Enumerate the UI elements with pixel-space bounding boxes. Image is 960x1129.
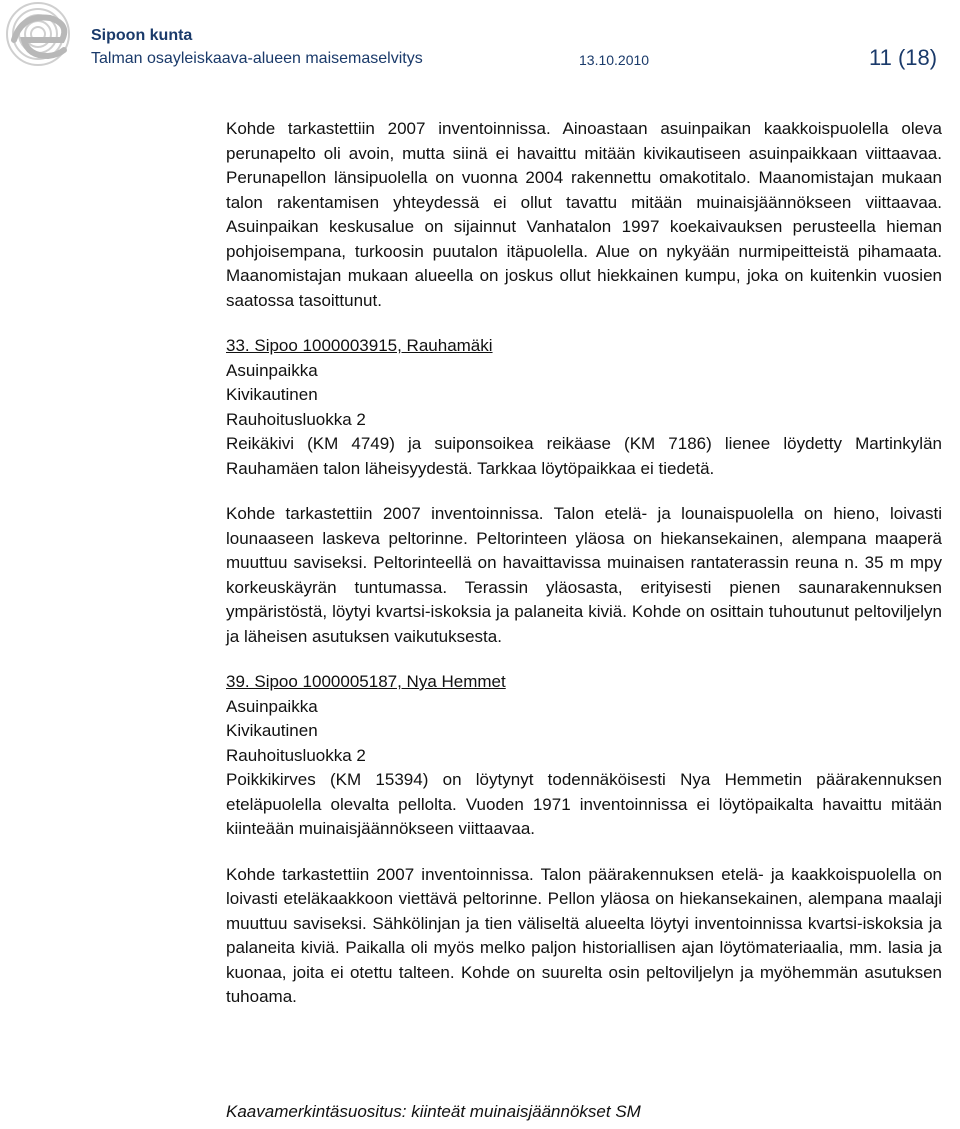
- document-body: [226, 117, 942, 1010]
- document-subtitle: Talman osayleiskaava-alueen maisemaselvitys: [91, 50, 423, 67]
- document-date: 13.10.2010: [579, 52, 650, 68]
- intro-paragraph: Kohde tarkastettiin 2007 inventoinnissa. Ainoastaan asuinpaikan kaakkoispuolella oleva perunapelto oli avoin, mutta siinä ei havaittu mitään kivikautiseen asuinpaikkaan viittaavaa. Perunapellon länsipuolella on vuonna 2004 rakennettu omakotitalo. Maanomistajan mukaan talon rakentamisen yhteydessä ei ollut tavattu mitään muinaisjäännökseen viittaavaa. Asuinpaikan keskusalue on sijainnut Vanhatalon 1997 koekaivauksen perusteella hieman pohjoisempana, turkoosin puutalon itäpuolella. Alue on nykyään nurmipeitteistä pihamaata. Maanomistajan mukaan alueella on joskus ollut hiekkainen kumpu, joka on kuitenkin vuosien saatossa tasoittunut.: [226, 119, 942, 310]
- site-33-type: Asuinpaikka: [226, 360, 318, 380]
- zoning-recommendation: Kaavamerkintäsuositus: kiinteät muinaisjäännökset SM: [226, 1102, 641, 1121]
- logo-mark: [0, 0, 82, 74]
- page-number: 11 (18): [869, 45, 938, 70]
- site-33-heading: 33. Sipoo 1000003915, Rauhamäki: [226, 336, 493, 355]
- site-33-period: Kivikautinen: [226, 385, 318, 404]
- site-39-entry: [226, 670, 942, 1010]
- site-39-period: Kivikautinen: [226, 721, 318, 740]
- site-33-inspection: Kohde tarkastettiin 2007 inventoinnissa. Talon etelä- ja lounaispuolella on hieno, loivasti lounaaseen laskeva peltorinne. Peltorinteen yläosa on hiekansekainen, alempana maaperä muuttuu saviseksi. Peltorinteellä on havaittavissa muinaisen rantaterassin reuna n. 35 m mpy korkeuskäyrän tuntumassa. Terassin yläosasta, erityisesti pienen saunarakennuksen ympäristöstä, löytyi kvartsi-iskoksia ja palaneita kiviä. Kohde on osittain tuhoutunut peltoviljelyn ja läheisen asutuksen vaikutuksesta.: [226, 504, 942, 646]
- municipality-logo: [0, 0, 82, 74]
- site-39-description: Poikkikirves (KM 15394) on löytynyt todennäköisesti Nya Hemmetin päärakennuksen eteläpuolella olevalta pellolta. Vuoden 1971 inventoinnissa ei löytöpaikalta havaittu mitään kiinteään muinaisjäännökseen viittaavaa.: [226, 770, 942, 838]
- site-39-heading: 39. Sipoo 1000005187, Nya Hemmet: [226, 672, 506, 691]
- site-33-description: Reikäkivi (KM 4749) ja suiponsoikea reikäase (KM 7186) lienee löydetty Martinkylän Rauhamäen talon läheisyydestä. Tarkkaa löytöpaikkaa ei tiedetä.: [226, 434, 942, 478]
- site-39-class: Rauhoitusluokka 2: [226, 745, 366, 765]
- site-33-entry: [226, 334, 942, 649]
- site-33-class: Rauhoitusluokka 2: [226, 409, 366, 429]
- site-39-inspection: Kohde tarkastettiin 2007 inventoinnissa. Talon päärakennuksen etelä- ja kaakkoispuolella on loivasti eteläkaakkoon viettävä peltorinne. Pellon yläosa on hiekansekainen, alempana maalaji muuttuu saviseksi. Sähkölinjan ja tien väliseltä alueelta löytyi inventoinnissa kvartsi-iskoksia ja palaneita kiviä. Paikalla oli myös melko paljon historiallisen ajan löytömateriaalia, mm. lasia ja kuonaa, joita ei otettu talteen. Kohde on suurelta osin peltoviljelyn ja myöhemmän asutuksen tuhoama.: [226, 864, 942, 1006]
- organization-name: Sipoon kunta: [91, 27, 193, 44]
- site-39-type: Asuinpaikka: [226, 696, 318, 716]
